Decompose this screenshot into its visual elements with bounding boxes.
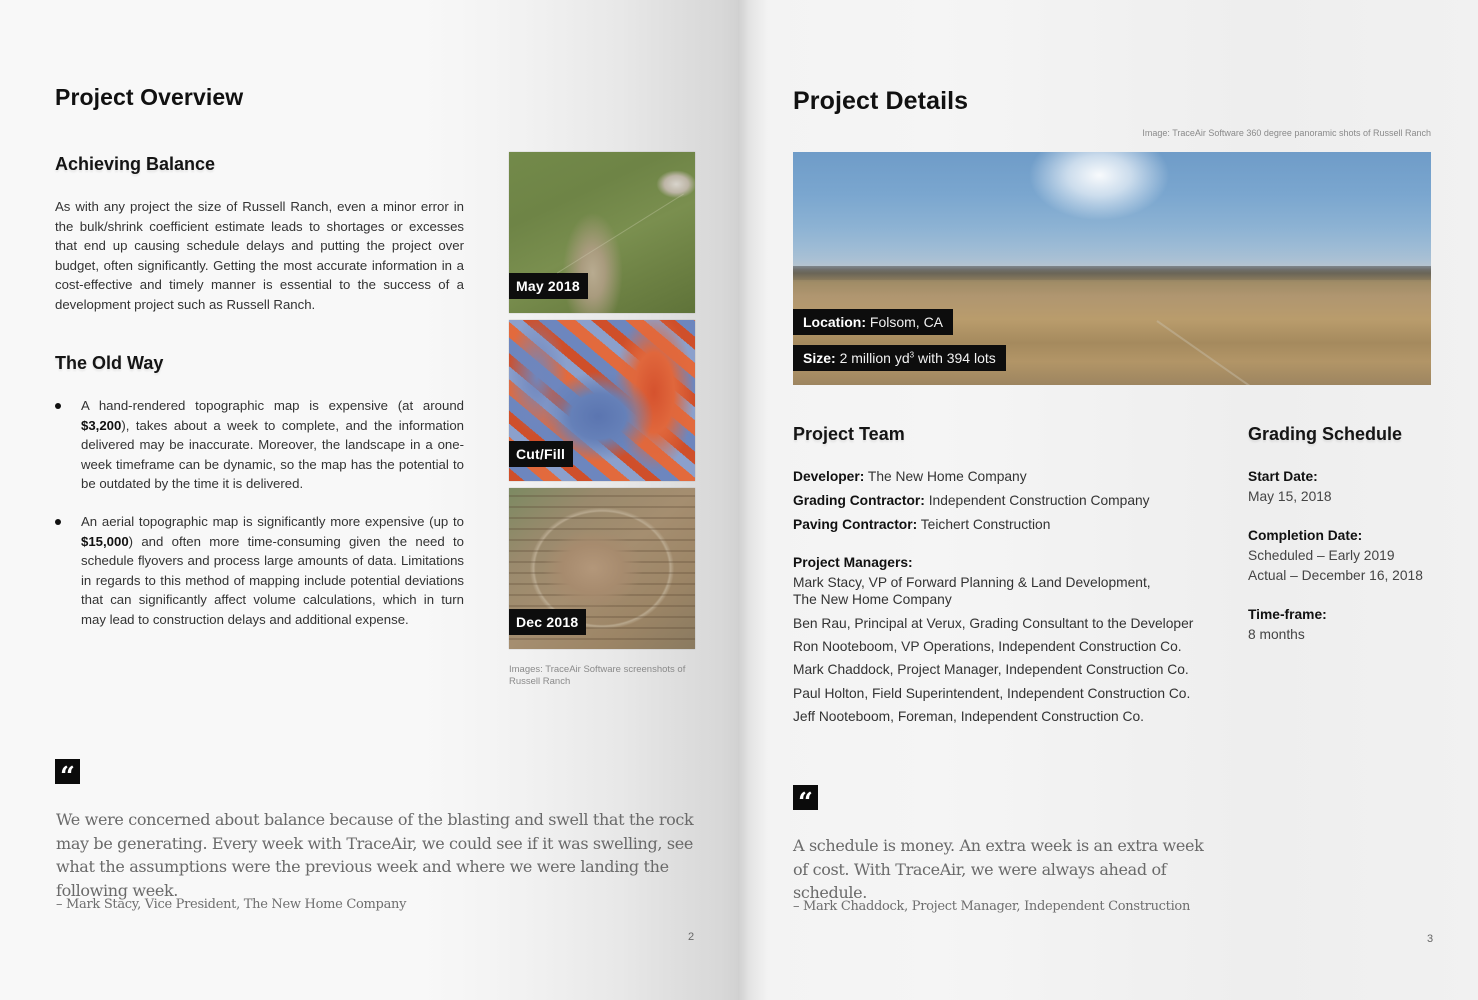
page-title: Project Overview — [55, 84, 244, 110]
role-value: Independent Construction Company — [928, 493, 1150, 508]
project-managers-list — [793, 574, 1223, 728]
manager-item: Mark Chaddock, Project Manager, Independent Construction Co. — [793, 662, 1189, 678]
timeframe-label: Time-frame: — [1248, 607, 1327, 622]
price-highlight: $15,000 — [81, 533, 129, 549]
list-item — [55, 396, 464, 494]
size-unit-exponent: 3 — [909, 350, 915, 360]
thumbnail-label: May 2018 — [509, 273, 588, 299]
bullet-icon — [55, 519, 61, 525]
section-heading-old-way: The Old Way — [55, 353, 164, 373]
size-value: 2 million yd — [839, 350, 910, 366]
manager-item: The New Home Company — [793, 592, 952, 607]
size-label — [793, 345, 1006, 371]
manager-item: Mark Stacy, VP of Forward Planning & Land Development, — [793, 575, 1151, 590]
start-date-label: Start Date: — [1248, 469, 1318, 484]
panorama-photo-image — [793, 152, 1431, 385]
list-item — [55, 512, 464, 630]
role-value: Teichert Construction — [920, 517, 1051, 532]
start-date-value: May 15, 2018 — [1248, 489, 1332, 504]
section-heading-grading-schedule: Grading Schedule — [1248, 424, 1403, 444]
aerial-photo-image-may — [509, 152, 695, 313]
left-page — [0, 0, 738, 1000]
completion-date-label: Completion Date: — [1248, 528, 1363, 543]
quote-mark-icon: “ — [55, 759, 80, 784]
role-label: Grading Contractor: — [793, 493, 925, 508]
location-value: Folsom, CA — [869, 314, 944, 330]
section-heading-achieving-balance: Achieving Balance — [55, 154, 216, 174]
page-number: 2 — [688, 931, 695, 943]
size-value-suffix: with 394 lots — [914, 350, 996, 366]
price-highlight: $3,200 — [81, 417, 122, 433]
thumbnail-label: Cut/Fill — [509, 441, 573, 467]
testimonial-quote: We were concerned about balance because of the blasting and swell that the rock may be generating. Every week with TraceAir, we could see if it was swelling, see what the assumptions were the previous week and where we were landing the following week. — [56, 810, 694, 900]
section-heading-project-team: Project Team — [793, 424, 905, 444]
right-page — [738, 0, 1478, 1000]
testimonial-author: – Mark Chaddock, Project Manager, Independent Construction — [793, 899, 1191, 914]
project-team-roles — [793, 465, 1223, 537]
size-key: Size: — [803, 350, 836, 366]
location-key: Location: — [803, 314, 866, 330]
manager-item: Jeff Nooteboom, Foreman, Independent Construction Co. — [793, 708, 1145, 724]
role-label: Developer: — [793, 469, 865, 484]
thumbnail-label: Dec 2018 — [509, 609, 586, 635]
quote-mark-icon: “ — [793, 785, 818, 810]
manager-item: Ben Rau, Principal at Verux, Grading Consultant to the Developer — [793, 616, 1194, 631]
timeframe-value: 8 months — [1248, 627, 1305, 642]
achieving-balance-paragraph: As with any project the size of Russell Ranch, even a minor error in the bulk/shrink coefficient estimate leads to shortages or excesses that end up causing schedule delays and putting the project over budget, often significantly. Getting the most accurate information in a cost-effective and timely manner is essential to the success of a development project such as Russell Ranch. — [55, 199, 464, 312]
manager-item: Paul Holton, Field Superintendent, Independent Construction Co. — [793, 685, 1191, 701]
bullet-text: A hand-rendered topographic map is expensive (at around — [81, 398, 464, 413]
bullet-text: ), takes about a week to complete, and the information delivered may be inaccurate. Moreover, the landscape in a one-week timeframe can be dynamic, so the map has the potential to be outdated by the time it is delivered. — [81, 417, 464, 492]
aerial-photo-image-dec — [509, 488, 695, 649]
completion-actual-value: Actual – December 16, 2018 — [1248, 568, 1423, 583]
completion-scheduled-value: Scheduled – Early 2019 — [1248, 548, 1395, 563]
project-managers-label: Project Managers: — [793, 555, 913, 570]
page-number: 3 — [1427, 933, 1434, 945]
panorama-caption: Image: TraceAir Software 360 degree panoramic shots of Russell Ranch — [1142, 128, 1431, 138]
testimonial-author: – Mark Stacy, Vice President, The New Home Company — [56, 897, 407, 912]
team-role-paving-contractor — [793, 513, 1223, 537]
cut-fill-map-image — [509, 320, 695, 481]
role-value: The New Home Company — [867, 469, 1027, 484]
bullet-text: ) and often more time-consuming given the need to schedule flyovers and process large amounts of data. Limitations in regards to this method of mapping include potential deviations that can significantly affect volume calculations, which in turn may lead to construction delays and additional expense. — [81, 533, 464, 627]
page-title: Project Details — [793, 87, 969, 115]
testimonial-quote: A schedule is money. An extra week is an extra week of cost. With TraceAir, we were always ahead of schedule. — [793, 836, 1204, 902]
manager-item: Ron Nooteboom, VP Operations, Independent Construction Co. — [793, 639, 1182, 655]
old-way-list — [55, 396, 464, 648]
team-role-grading-contractor — [793, 489, 1223, 513]
location-label — [793, 309, 953, 335]
team-role-developer — [793, 465, 1223, 489]
bullet-icon — [55, 403, 61, 409]
grading-schedule-details — [1248, 467, 1448, 645]
role-label: Paving Contractor: — [793, 517, 918, 532]
bullet-text: An aerial topographic map is significantly more expensive (up to — [81, 513, 464, 529]
thumbnails-caption: Images: TraceAir Software screenshots of Russell Ranch — [509, 664, 686, 687]
